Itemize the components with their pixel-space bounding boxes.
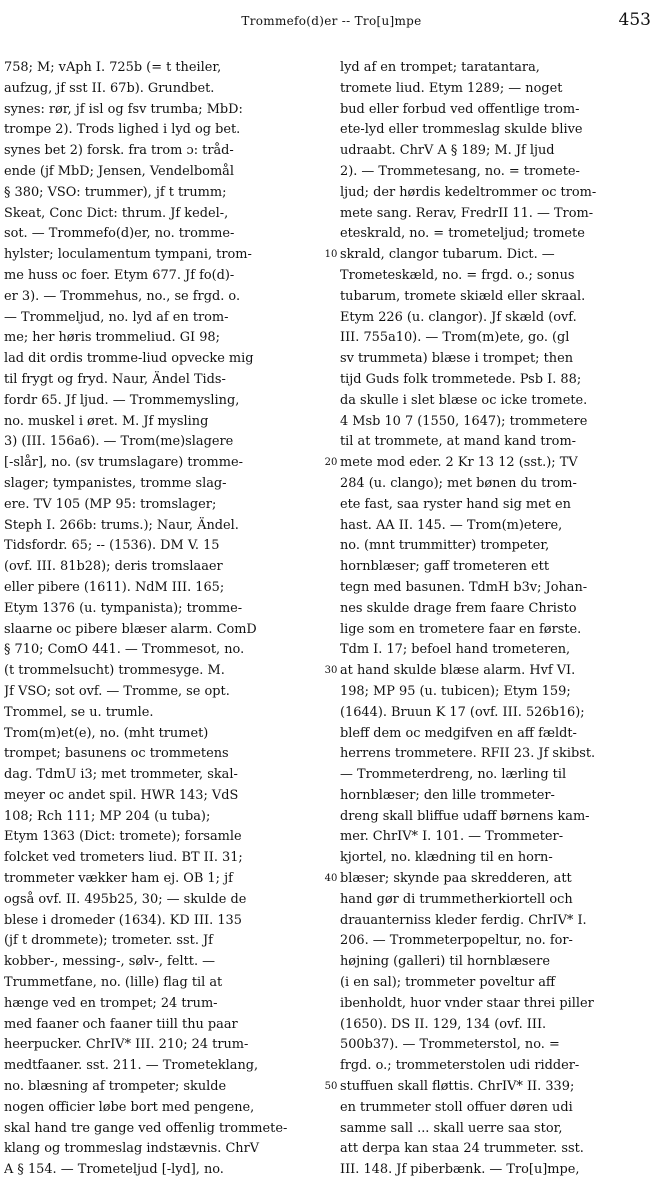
right-column-line: tegn med basunen. TdmH b3v; Johan- — [340, 579, 588, 595]
left-column-line: 108; Rch 111; MP 204 (u tuba); — [4, 808, 211, 824]
right-column-line: da skulle i slet blæse oc icke tromete. — [340, 392, 588, 408]
left-column — [4, 58, 326, 1181]
left-column-line: med faaner och faaner tiill thu paar — [4, 1016, 238, 1032]
left-column-line: blese i dromeder (1634). KD III. 135 — [4, 912, 242, 928]
right-column-line: hast. AA II. 145. — Trom(m)etere, — [340, 517, 563, 533]
right-column-line: herrens trommetere. RFII 23. Jf skibst. — [340, 746, 596, 762]
left-column-line: no. muskel i øret. M. Jf mysling — [4, 413, 209, 429]
right-column-line: Tdm I. 17; befoel hand trometeren, — [340, 642, 571, 658]
line-number: 50 — [324, 1081, 338, 1093]
right-column-line: hornblæser; gaff trometeren ett — [340, 559, 550, 575]
right-column-line: no. (mnt trummitter) trompeter, — [340, 538, 550, 554]
left-column-line: synes: rør, jf isl og fsv trumba; MbD: — [4, 101, 243, 117]
right-column-line: sv trummeta) blæse i trompet; then — [340, 351, 574, 367]
right-column-line: (1650). DS II. 129, 134 (ovf. III. — [340, 1016, 547, 1032]
left-column-line: Trummetfane, no. (lille) flag til at — [4, 975, 223, 991]
left-column-line: trompe 2). Trods lighed i lyd og bet. — [4, 122, 241, 138]
left-column-line: 758; M; vAph I. 725b (= t theiler, — [4, 60, 222, 75]
right-column-line: hornblæser; den lille trommeter- — [340, 787, 555, 803]
left-column-line: fordr 65. Jf ljud. — Trommemysling, — [4, 392, 240, 408]
line-number: 40 — [324, 873, 338, 885]
right-column-line: højning (galleri) til hornblæsere — [340, 954, 550, 970]
right-column-line: ete fast, saa ryster hand sig met en — [340, 496, 571, 512]
left-column-line: A § 154. — Trometeljud [-lyd], no. — [4, 1162, 224, 1178]
left-column-line: medtfaaner. sst. 211. — Trometeklang, — [4, 1058, 259, 1074]
left-column-line: sot. — Trommefo(d)er, no. tromme- — [4, 226, 235, 242]
left-column-line: kobber-, messing-, sølv-, feltt. — — [4, 954, 216, 970]
left-column-line: hænge ved en trompet; 24 trum- — [4, 995, 218, 1011]
left-column-line: Steph I. 266b: trums.); Naur, Ändel. — [4, 517, 239, 533]
right-column-line: mete mod eder. 2 Kr 13 12 (sst.); TV — [340, 455, 578, 471]
right-column-line: en trummeter stoll offuer døren udi — [340, 1099, 573, 1115]
left-column-line: § 710; ComO 441. — Trommesot, no. — [4, 642, 245, 658]
right-column-line: Etym 226 (u. clangor). Jf skæld (ovf. — [340, 309, 577, 325]
left-column-line: klang og trommeslag indstævnis. ChrV — [4, 1141, 260, 1157]
right-column-line: 206. — Trommeterpopeltur, no. for- — [340, 933, 573, 949]
page-header — [0, 10, 663, 36]
right-column-line: frgd. o.; trommeterstolen udi ridder- — [340, 1058, 580, 1074]
right-column-line: mete sang. Rerav, FredrII 11. — Trom- — [340, 205, 594, 221]
left-column-line: [-slår], no. (sv trumslagare) tromme- — [4, 455, 243, 471]
right-column-line: hand gør di trummetherkiortell och — [340, 891, 573, 907]
right-column-line: (i en sal); trommeter poveltur aff — [340, 975, 556, 991]
line-number: 30 — [324, 665, 338, 677]
right-column-line: at hand skulde blæse alarm. Hvf VI. — [340, 663, 576, 679]
right-column-line: til at trommete, at mand kand trom- — [340, 434, 577, 450]
left-column-line: eller pibere (1611). NdM III. 165; — [4, 579, 225, 595]
left-column-line: Skeat, Conc Dict: thrum. Jf kedel-, — [4, 205, 229, 221]
right-column-line: Trometeskæld, no. = frgd. o.; sonus — [340, 267, 575, 283]
page-number: 453 — [618, 10, 651, 30]
right-column-line: samme sall ... skall uerre saa stor, — [340, 1120, 563, 1136]
left-column-line: lad dit ordis tromme-liud opvecke mig — [4, 351, 254, 367]
left-column-line: Trom(m)et(e), no. (mht trumet) — [4, 725, 209, 741]
right-column-line: bleff dem oc medgifven en aff fældt- — [340, 725, 577, 741]
right-column-line: skrald, clangor tubarum. Dict. — — [340, 247, 555, 263]
left-column-line: er 3). — Trommehus, no., se frgd. o. — [4, 288, 241, 304]
left-column-line: no. blæsning af trompeter; skulde — [4, 1079, 227, 1095]
line-number: 10 — [324, 249, 338, 261]
right-column-line: 2). — Trommetesang, no. = tromete- — [340, 163, 580, 179]
right-column-line: stuffuen skall fløttis. ChrIV* II. 339; — [340, 1079, 575, 1095]
left-column-line: Etym 1376 (u. tympanista); tromme- — [4, 600, 243, 616]
left-column-line: § 380; VSO: trummer), jf t trumm; — [4, 184, 227, 200]
right-column-line: — Trommeterdreng, no. lærling til — [340, 767, 567, 783]
left-column-line: (t trommelsucht) trommesyge. M. — [4, 663, 225, 679]
right-column-line: att derpa kan staa 24 trummeter. sst. — [340, 1141, 584, 1157]
left-column-line: Jf VSO; sot ovf. — Tromme, se opt. — [4, 683, 230, 699]
right-column-line: ibenholdt, huor vnder staar threi piller — [340, 995, 594, 1011]
left-column-line: 3) (III. 156a6). — Trom(me)slagere — [4, 434, 234, 450]
left-column-line: slager; tympanistes, tromme slag- — [4, 475, 227, 491]
left-column-line: skal hand tre gange ved offenlig trommete- — [4, 1120, 288, 1136]
right-column-line: udraabt. ChrV A § 189; M. Jf ljud — [340, 143, 555, 159]
left-column-line: (ovf. III. 81b28); deris tromslaaer — [4, 559, 223, 575]
right-column-line: III. 148. Jf piberbænk. — Tro[u]mpe, — [340, 1162, 580, 1178]
left-column-line: trommeter vækker ham ej. OB 1; jf — [4, 871, 233, 887]
right-column-line: tromete liud. Etym 1289; — noget — [340, 80, 563, 96]
right-column-line: mer. ChrIV* I. 101. — Trommeter- — [340, 829, 564, 845]
left-column-line: me; her høris trommeliud. GI 98; — [4, 330, 220, 346]
right-column-line: III. 755a10). — Trom(m)ete, go. (gl — [340, 330, 570, 346]
right-column-line: bud eller forbud ved offentlige trom- — [340, 101, 580, 117]
right-column-line: 4 Msb 10 7 (1550, 1647); trommetere — [340, 413, 588, 429]
left-column-line: meyer oc andet spil. HWR 143; VdS — [4, 787, 239, 803]
left-column-line: — Trommeljud, no. lyd af en trom- — [4, 309, 229, 325]
right-column-line: (1644). Bruun K 17 (ovf. III. 526b16); — [340, 704, 585, 720]
right-column-line: 198; MP 95 (u. tubicen); Etym 159; — [340, 683, 571, 699]
right-column-line: ljud; der hørdis kedeltrommer oc trom- — [340, 184, 597, 200]
left-column-line: ere. TV 105 (MP 95: tromslager; — [4, 496, 217, 512]
left-column-line: til frygt og fryd. Naur, Ändel Tids- — [4, 371, 226, 387]
right-column-line: tijd Guds folk trommetede. Psb I. 88; — [340, 371, 582, 387]
left-column-line: Trommel, se u. trumle. — [4, 704, 154, 720]
left-column-line: heerpucker. ChrIV* III. 210; 24 trum- — [4, 1037, 249, 1053]
right-column-line: tubarum, tromete skiæld eller skraal. — [340, 288, 586, 304]
running-title: Trommefo(d)er -- Tro[u]mpe — [241, 14, 422, 28]
left-column-line: folcket ved trometers liud. BT II. 31; — [4, 850, 243, 866]
left-column-line: me huss oc foer. Etym 677. Jf fo(d)- — [4, 267, 235, 283]
right-column-line: kjortel, no. klædning til en horn- — [340, 850, 553, 866]
right-column-line: blæser; skynde paa skredderen, att — [340, 871, 572, 887]
left-column-line: (jf t drommete); trometer. sst. Jf — [4, 933, 213, 949]
left-column-line: ende (jf MbD; Jensen, Vendelbomål — [4, 163, 234, 179]
right-column-line: 500b37). — Trommeterstol, no. = — [340, 1037, 560, 1053]
right-column-line: eteskrald, no. = trometeljud; tromete — [340, 226, 585, 242]
left-column-line: dag. TdmU i3; met trommeter, skal- — [4, 767, 238, 783]
right-column-line: 284 (u. clango); met bønen du trom- — [340, 475, 577, 491]
left-column-line: trompet; basunens oc trommetens — [4, 746, 229, 762]
right-column — [340, 58, 658, 1181]
right-column-line: ete-lyd eller trommeslag skulde blive — [340, 122, 583, 138]
right-column-line: dreng skall bliffue udaff børnens kam- — [340, 808, 590, 824]
right-column-line: lige som en trometere faar en første. — [340, 621, 582, 637]
line-number: 20 — [324, 457, 338, 469]
left-column-line: hylster; loculamentum tympani, trom- — [4, 247, 252, 263]
left-column-line: Etym 1363 (Dict: tromete); forsamle — [4, 829, 242, 845]
right-column-line: drauanterniss kleder ferdig. ChrIV* I. — [340, 912, 587, 928]
left-column-line: aufzug, jf sst II. 67b). Grundbet. — [4, 80, 215, 96]
left-column-line: også ovf. II. 495b25, 30; — skulde de — [4, 891, 247, 907]
right-column-line: lyd af en trompet; taratantara, — [340, 60, 540, 75]
left-column-line: synes bet 2) forsk. fra trom ɔ: tråd- — [4, 143, 234, 159]
left-column-line: slaarne oc pibere blæser alarm. ComD — [4, 621, 257, 637]
left-column-line: nogen officier løbe bort med pengene, — [4, 1099, 255, 1115]
right-column-line: nes skulde drage frem faare Christo — [340, 600, 577, 616]
left-column-line: Tidsfordr. 65; -- (1536). DM V. 15 — [4, 538, 220, 554]
